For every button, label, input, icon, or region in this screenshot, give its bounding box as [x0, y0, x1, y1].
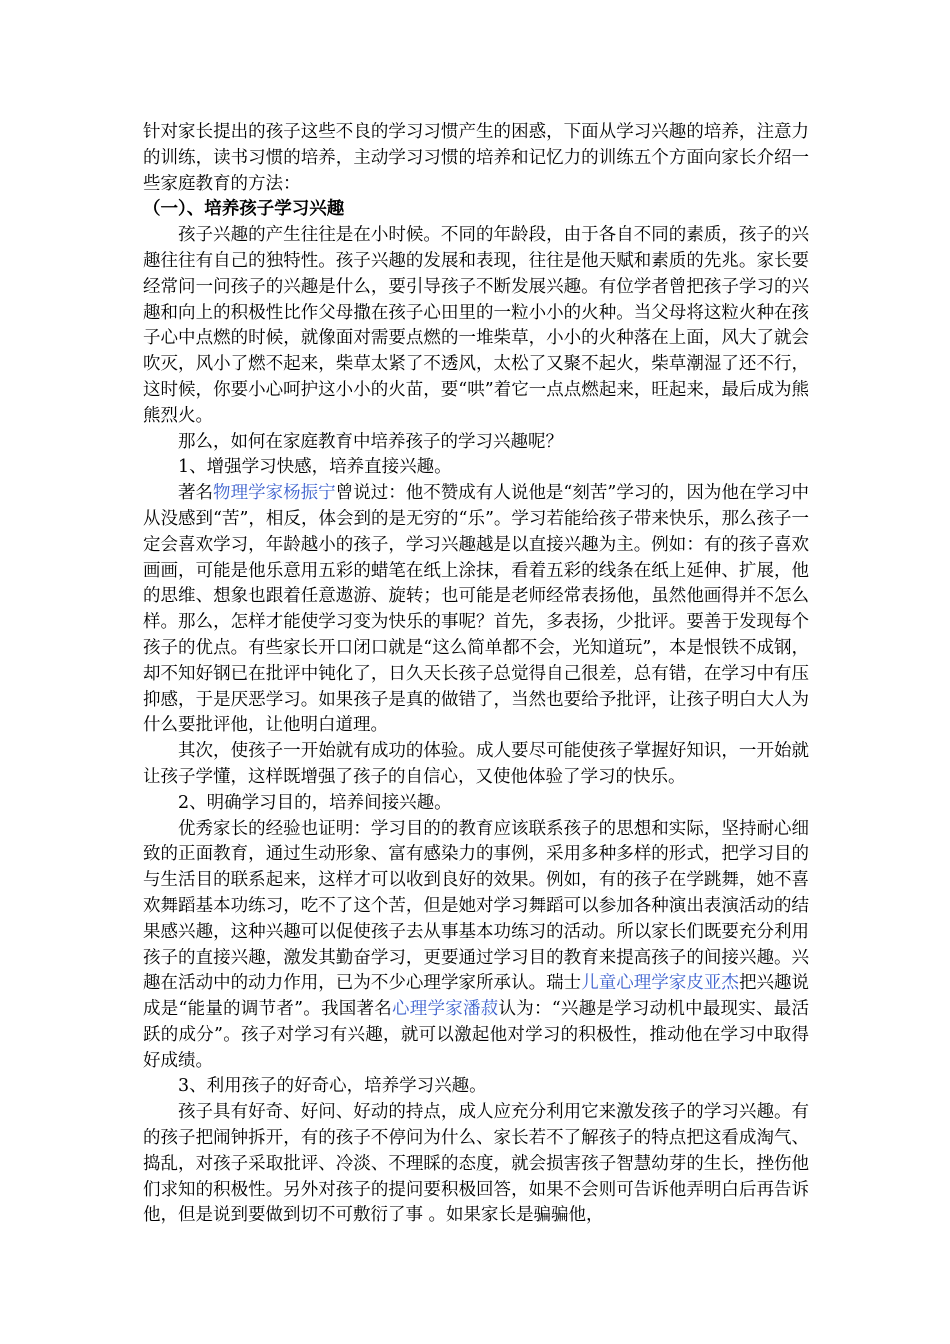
paragraph-curiosity: 孩子具有好奇、好问、好动的持点，成人应充分利用它来激发孩子的学习兴趣。有的孩子把闹钟拆开，有的孩子不停问为什么、家长若不了解孩子的特点把这看成淘气、捣乱，对孩子采取批评、冷淡、不理睬的态度，就会损害孩子智慧幼芽的生长，挫伤他们求知的积极性。另外对孩子的提问要积极回答，如果不会则可告诉他弄明白后再告诉他，但是说到要做到切不可敷衍了事 。如果家长是骗骗他， — [143, 1102, 809, 1226]
text-segment: 认为：“兴趣是学习动机中最现实、最活跃的成分”。孩子对学习有兴趣，就可以激起他对学习的积极性，推动他在学习中取得好成绩。 — [143, 999, 810, 1071]
item-title-2: 2、明确学习目的，培养间接兴趣。 — [178, 792, 452, 813]
item-title-1: 1、增强学习快感，培养直接兴趣。 — [178, 457, 452, 478]
item-title-3: 3、利用孩子的好奇心，培养学习兴趣。 — [178, 1076, 487, 1097]
link-yang-zhenning[interactable]: 物理学家杨振宁 — [213, 483, 336, 504]
paragraph-direct-interest — [143, 481, 809, 739]
paragraph-interest-origin: 孩子兴趣的产生往往是在小时候。不同的年龄段，由于各自不同的素质，孩子的兴趣往往有自己的独特性。孩子兴趣的发展和表现，往往是他天赋和素质的先兆。家长要经常问一问孩子的兴趣是什么，要引导孩子不断发展兴趣。有位学者曾把孩子学习的兴趣和向上的积极性比作父母撒在孩子心田里的一粒小小的火种。当父母将这粒火种在孩子心中点燃的时候，就像面对需要点燃的一堆柴草，小小的火种落在上面，风大了就会吹灭，风小了燃不起来，柴草太紧了不透风，太松了又聚不起火，柴草潮湿了还不行，这时候，你要小心呵护这小小的火苗，要“哄”着它一点点燃起来，旺起来，最后成为熊熊烈火。 — [143, 225, 809, 426]
paragraph-question: 那么，如何在家庭教育中培养孩子的学习兴趣呢？ — [178, 431, 563, 452]
document-page — [143, 120, 809, 1229]
section-heading: （一）、培养孩子学习兴趣 — [143, 199, 345, 220]
intro-paragraph: 针对家长提出的孩子这些不良的学习习惯产生的困惑，下面从学习兴趣的培养，注意力的训练，读书习惯的培养，主动学习习惯的培养和记忆力的训练五个方面向家长介绍一些家庭教育的方法： — [143, 122, 809, 194]
link-piaget[interactable]: 儿童心理学家皮亚杰 — [581, 973, 739, 994]
text-segment: 著名 — [178, 483, 214, 504]
text-segment: 把兴趣说成是“能量的调节者”。我国著名 — [143, 973, 810, 1020]
paragraph-success-experience: 其次，使孩子一开始就有成功的体验。成人要尽可能使孩子掌握好知识，一开始就让孩子学懂，这样既增强了孩子的自信心，又使他体验了学习的快乐。 — [143, 741, 809, 787]
link-pan-shu[interactable]: 心理学家潘菽 — [392, 999, 499, 1020]
text-segment: 优秀家长的经验也证明：学习目的的教育应该联系孩子的思想和实际，坚持耐心细致的正面教育，通过生动形象、富有感染力的事例，采用多种多样的形式，把学习目的与生活目的联系起来，这样才可以收到良好的效果。例如，有的孩子在学跳舞，她不喜欢舞蹈基本功练习，吃不了这个苦，但是她对学习舞蹈可以参加各种演出表演活动的结果感兴趣，这种兴趣可以促使孩子去从事基本功练习的活动。所以家长们既要充分利用孩子的直接兴趣，激发其勤奋学习，更要通过学习目的教育来提高孩子的间接兴趣。兴趣在活动中的动力作用，已为不少心理学家所承认。瑞士 — [143, 818, 809, 994]
paragraph-indirect-interest — [143, 817, 809, 1075]
text-segment: 曾说过：他不赞成有人说他是“刻苦”学习的，因为他在学习中从没感到“苦”，相反，体会到的是无穷的“乐”。学习若能给孩子带来快乐，那么孩子一定会喜欢学习，年龄越小的孩子，学习兴趣越是以直接兴趣为主。例如：有的孩子喜欢画画，可能是他乐意用五彩的蜡笔在纸上涂抹，看着五彩的线条在纸上延伸、扩展，他的思维、想象也跟着任意遨游、旋转；也可能是老师经常表扬他，虽然他画得并不怎么样。那么，怎样才能使学习变为快乐的事呢？首先，多表扬，少批评。要善于发现每个孩子的优点。有些家长开口闭口就是“这么简单都不会，光知道玩”，本是恨铁不成钢，却不知好钢已在批评中钝化了，日久天长孩子总觉得自己很差，总有错，在学习中有压抑感，于是厌恶学习。如果孩子是真的做错了，当然也要给予批评，让孩子明白大人为什么要批评他，让他明白道理。 — [143, 483, 810, 736]
